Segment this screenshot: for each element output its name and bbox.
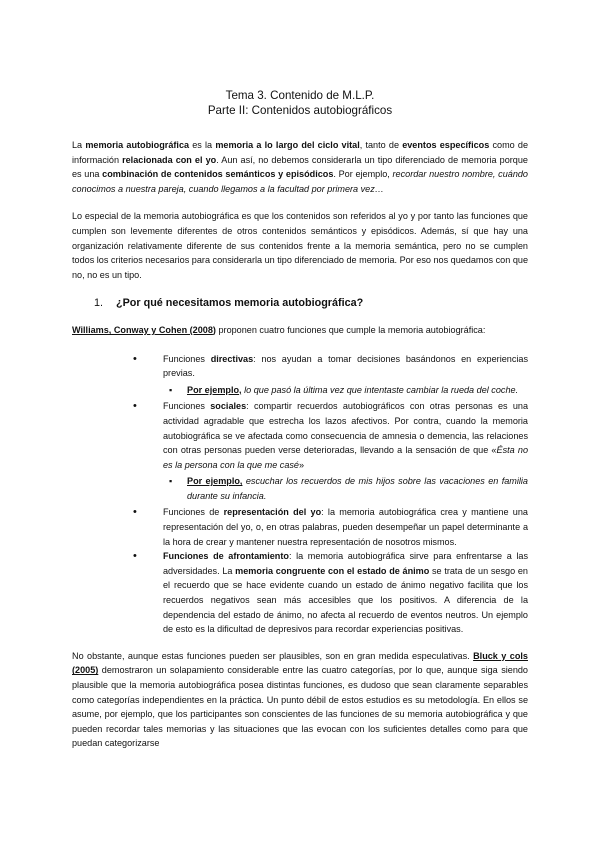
text-run: » — [299, 459, 305, 470]
functions-list — [72, 352, 528, 637]
example-label: Por ejemplo, — [187, 384, 242, 395]
text-run: . Por ejemplo, — [333, 169, 393, 180]
bold-term: directivas — [210, 353, 254, 364]
paragraph-no-obstante — [72, 649, 528, 751]
bold-term: sociales — [210, 401, 247, 412]
text-run: como de información — [72, 140, 529, 165]
text-run: : la memoria autobiográfica crea y mantiene una representación del yo, o, en otras palabras, pueden desempeñar un papel determinante a la hora de crear y mantener nuestra representación de nosotros mismos. — [163, 507, 528, 547]
text-run: : la memoria autobiográfica sirve para enfrentarse a las adversidades. La — [163, 551, 528, 576]
citation-close: ) — [212, 324, 216, 335]
document-title: Tema 3. Contenido de M.L.P. — [225, 89, 375, 102]
example-list — [163, 383, 528, 398]
list-item-afrontamiento — [72, 549, 528, 637]
italic-quote: Ésta no es la persona con la que me casé — [163, 445, 528, 470]
italic-example: recordar nuestro nombre, cuándo conocimos a nuestra pareja, cuando llegamos a la facultad por primera vez… — [72, 169, 528, 194]
text-run: es la — [189, 140, 216, 150]
paragraph-functions-intro — [72, 323, 528, 338]
bold-term: memoria autobiográfica — [85, 140, 190, 150]
text-run: proponen cuatro funciones que cumple la memoria autobiográfica: — [215, 324, 486, 335]
section-title: ¿Por qué necesitamos memoria autobiográfica? — [116, 297, 364, 310]
text-run: , tanto de — [359, 140, 403, 150]
bold-term: combinación de contenidos semánticos y episódicos — [102, 169, 334, 180]
section-heading — [94, 296, 528, 311]
bold-term: representación del yo — [223, 507, 322, 518]
citation-bluck: Bluck y cols (2005) — [72, 650, 528, 676]
text-run: demostraron un solapamiento considerable entre las cuatro categorías, por lo que, aunque siga siendo plausible que la memoria autobiográfica posea distintas funciones, es dudoso que sean claramente separables como categorías independientes en la práctica. Un punto débil de estos estudios es su metodología. En ellos se asume, por ejemplo, que los participantes son conscientes de las funciones de su memoria autobiográfica y que pueden recordar tales memorias y las situaciones que las evocan con los suficientes detalles como para que puedan categorizarse — [72, 665, 528, 749]
example-item — [163, 474, 528, 503]
text-run: : compartir recuerdos autobiográficos con otras personas es una actividad agradable que estrecha los lazos afectivos. Por contra, cuando la memoria autobiográfica se ve afectada como consecuencia de amnesia o demencia, las relaciones con otras personas pueden verse deterioradas, llevando a la sensación de que « — [163, 401, 528, 456]
bold-term: memoria a lo largo del ciclo vital — [215, 140, 360, 150]
title-block — [72, 88, 528, 118]
example-label: Por ejemplo, — [187, 476, 243, 487]
list-item-directivas — [72, 352, 528, 398]
text-run: se trata de un sesgo en el recuerdo que se hace evidente cuando un estado de ánimo negativo facilita que los recuerdos negativos sean más accesibles que los positivos. A diferencia de la dependencia del estado de ánimo, no afecta al recuerdo de eventos neutros. Un ejemplo de esto es la dificultad de depresivos para recordar experiencias positivas. — [163, 565, 528, 635]
section-number: 1. — [94, 297, 104, 310]
example-text: escuchar los recuerdos de mis hijos sobre las vacaciones en familia durante su infancia. — [187, 476, 528, 501]
bold-term: relacionada con el yo — [122, 154, 217, 165]
bold-term: memoria congruente con el estado de ánimo — [235, 565, 430, 576]
example-text: lo que pasó la última vez que intentaste cambiar la rueda del coche. — [241, 384, 519, 395]
bold-term: eventos específicos — [402, 140, 490, 150]
text-run: No obstante, aunque estas funciones pueden ser plausibles, son en gran medida especulativas. — [72, 650, 474, 661]
citation-williams: Williams, Conway y Cohen (2008 — [72, 324, 213, 335]
bold-term: Funciones de afrontamiento — [163, 551, 289, 562]
paragraph-especial: Lo especial de la memoria autobiográfica es que los contenidos son referidos al yo y por tanto las funciones que cumplen son levemente diferentes de otros contenidos semánticos y episódicos. Además, sí que hay una organización relativamente diferente de sus contenidos frente a la memoria semántica, pero no se cumplen todos los criterios necesarios para considerarla un tipo diferenciado de memoria. Por eso nos quedamos con que no, no es un tipo. — [72, 211, 528, 280]
list-item-sociales — [72, 399, 528, 503]
example-item — [163, 383, 528, 398]
paragraph-intro — [72, 138, 528, 196]
list-item-representacion — [72, 505, 528, 549]
text-run: La — [72, 140, 86, 150]
text-run: . Aun así, no debemos considerarla un tipo diferenciado de memoria porque es una — [72, 154, 528, 180]
text-run: Funciones de — [163, 507, 224, 518]
text-run: Funciones — [163, 353, 211, 364]
text-run: : nos ayudan a tomar decisiones basándonos en experiencias previas. — [163, 353, 528, 379]
document-subtitle: Parte II: Contenidos autobiográficos — [207, 104, 393, 117]
example-list — [163, 474, 528, 503]
text-run: Funciones — [163, 401, 211, 412]
